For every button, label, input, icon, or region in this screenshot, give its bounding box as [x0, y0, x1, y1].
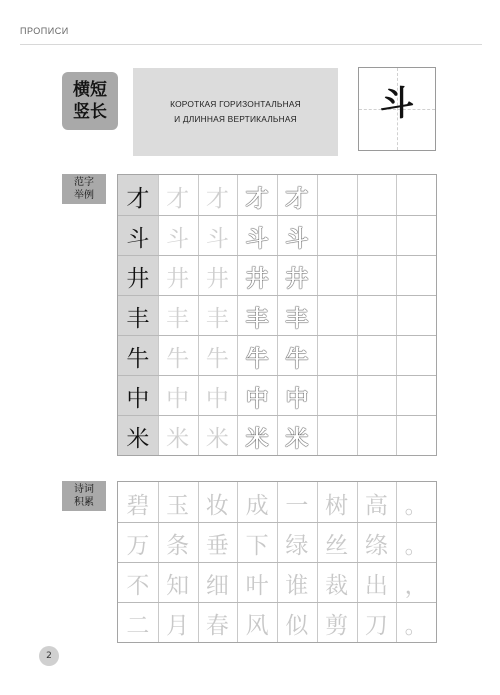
- trace-character: 才: [166, 186, 190, 212]
- examples-label: [62, 174, 106, 204]
- poem-trace-character: 丝: [325, 533, 349, 559]
- trace-character: 米: [166, 426, 190, 452]
- trace-character: 丰: [205, 306, 229, 332]
- poem-trace-character: 谁: [285, 573, 309, 599]
- poem-trace-character: 细: [205, 573, 229, 599]
- header-divider: [20, 44, 482, 45]
- examples-label-line-2: 举例: [74, 190, 94, 201]
- model-character: 丰: [126, 306, 150, 332]
- poem-trace-character: 刀: [364, 613, 388, 639]
- poem-trace-character: 万: [126, 533, 150, 559]
- poem-trace-character: 。: [404, 533, 428, 559]
- poem-trace-character: 玉: [166, 493, 190, 519]
- model-character: 中: [126, 386, 150, 412]
- description-line-2: И ДЛИННАЯ ВЕРТИКАЛЬНАЯ: [174, 114, 297, 124]
- outline-character: 斗: [285, 225, 309, 252]
- trace-character: 米: [205, 426, 229, 452]
- trace-character: 丰: [166, 306, 190, 332]
- topic-line-2: 竖长: [73, 102, 107, 122]
- poem-trace-character: 剪: [325, 613, 349, 639]
- model-character: 井: [126, 266, 150, 292]
- poem-trace-character: 。: [404, 493, 428, 519]
- poem-trace-character: 春: [205, 613, 229, 639]
- trace-character: 斗: [205, 226, 229, 252]
- model-character: 斗: [126, 226, 150, 252]
- poem-trace-character: 二: [126, 613, 150, 639]
- poem-practice-grid: [117, 481, 437, 643]
- poem-trace-character: 裁: [325, 573, 349, 599]
- outline-character: 米: [245, 425, 269, 452]
- trace-character: 牛: [166, 346, 190, 372]
- poem-trace-character: 垂: [205, 533, 229, 559]
- outline-character: 井: [245, 265, 269, 292]
- trace-character: 斗: [166, 226, 190, 252]
- description-box: [133, 68, 338, 156]
- model-character: 才: [126, 186, 150, 212]
- poem-trace-character: 出: [364, 573, 388, 599]
- examples-label-line-1: 范字: [74, 177, 94, 188]
- outline-character: 丰: [285, 305, 309, 332]
- trace-character: 井: [166, 266, 190, 292]
- grid-column-line: [357, 175, 358, 455]
- poem-trace-character: 下: [245, 533, 269, 559]
- sample-character: 斗: [380, 84, 414, 124]
- topic-badge: [62, 72, 118, 130]
- model-character: 米: [126, 426, 150, 452]
- poem-trace-character: ，: [404, 573, 428, 599]
- poem-trace-character: 妆: [205, 493, 229, 519]
- running-header: ПРОПИСИ: [20, 26, 69, 36]
- outline-character: 井: [285, 265, 309, 292]
- poem-trace-character: 绿: [285, 533, 309, 559]
- outline-character: 牛: [245, 345, 269, 372]
- trace-character: 中: [166, 386, 190, 412]
- poem-trace-character: 碧: [126, 493, 150, 519]
- poem-trace-character: 风: [245, 613, 269, 639]
- poem-trace-character: 成: [245, 493, 269, 519]
- trace-character: 井: [205, 266, 229, 292]
- outline-character: 才: [285, 185, 309, 212]
- examples-practice-grid: [117, 174, 437, 456]
- poem-label-line-2: 积累: [74, 497, 94, 508]
- poem-trace-character: 高: [364, 493, 388, 519]
- poem-label-line-1: 诗词: [74, 484, 94, 495]
- grid-column-line: [396, 175, 397, 455]
- poem-trace-character: 一: [285, 493, 309, 519]
- sample-character-cell: [358, 67, 436, 151]
- poem-trace-character: 知: [166, 573, 190, 599]
- grid-column-line: [317, 175, 318, 455]
- poem-trace-character: 条: [166, 533, 190, 559]
- outline-character: 中: [285, 385, 309, 412]
- page-number: 2: [39, 646, 59, 666]
- poem-trace-character: 树: [325, 493, 349, 519]
- trace-character: 牛: [205, 346, 229, 372]
- poem-trace-character: 。: [404, 613, 428, 639]
- topic-line-1: 横短: [73, 80, 107, 100]
- poem-trace-character: 叶: [245, 573, 269, 599]
- poem-label: [62, 481, 106, 511]
- trace-character: 中: [205, 386, 229, 412]
- outline-character: 斗: [245, 225, 269, 252]
- poem-trace-character: 似: [285, 613, 309, 639]
- outline-character: 中: [245, 385, 269, 412]
- trace-character: 才: [205, 186, 229, 212]
- description-line-1: КОРОТКАЯ ГОРИЗОНТАЛЬНАЯ: [170, 99, 301, 109]
- poem-trace-character: 绦: [364, 533, 388, 559]
- model-character: 牛: [126, 346, 150, 372]
- poem-trace-character: 不: [126, 573, 150, 599]
- outline-character: 才: [245, 185, 269, 212]
- outline-character: 米: [285, 425, 309, 452]
- outline-character: 牛: [285, 345, 309, 372]
- poem-trace-character: 月: [166, 613, 190, 639]
- outline-character: 丰: [245, 305, 269, 332]
